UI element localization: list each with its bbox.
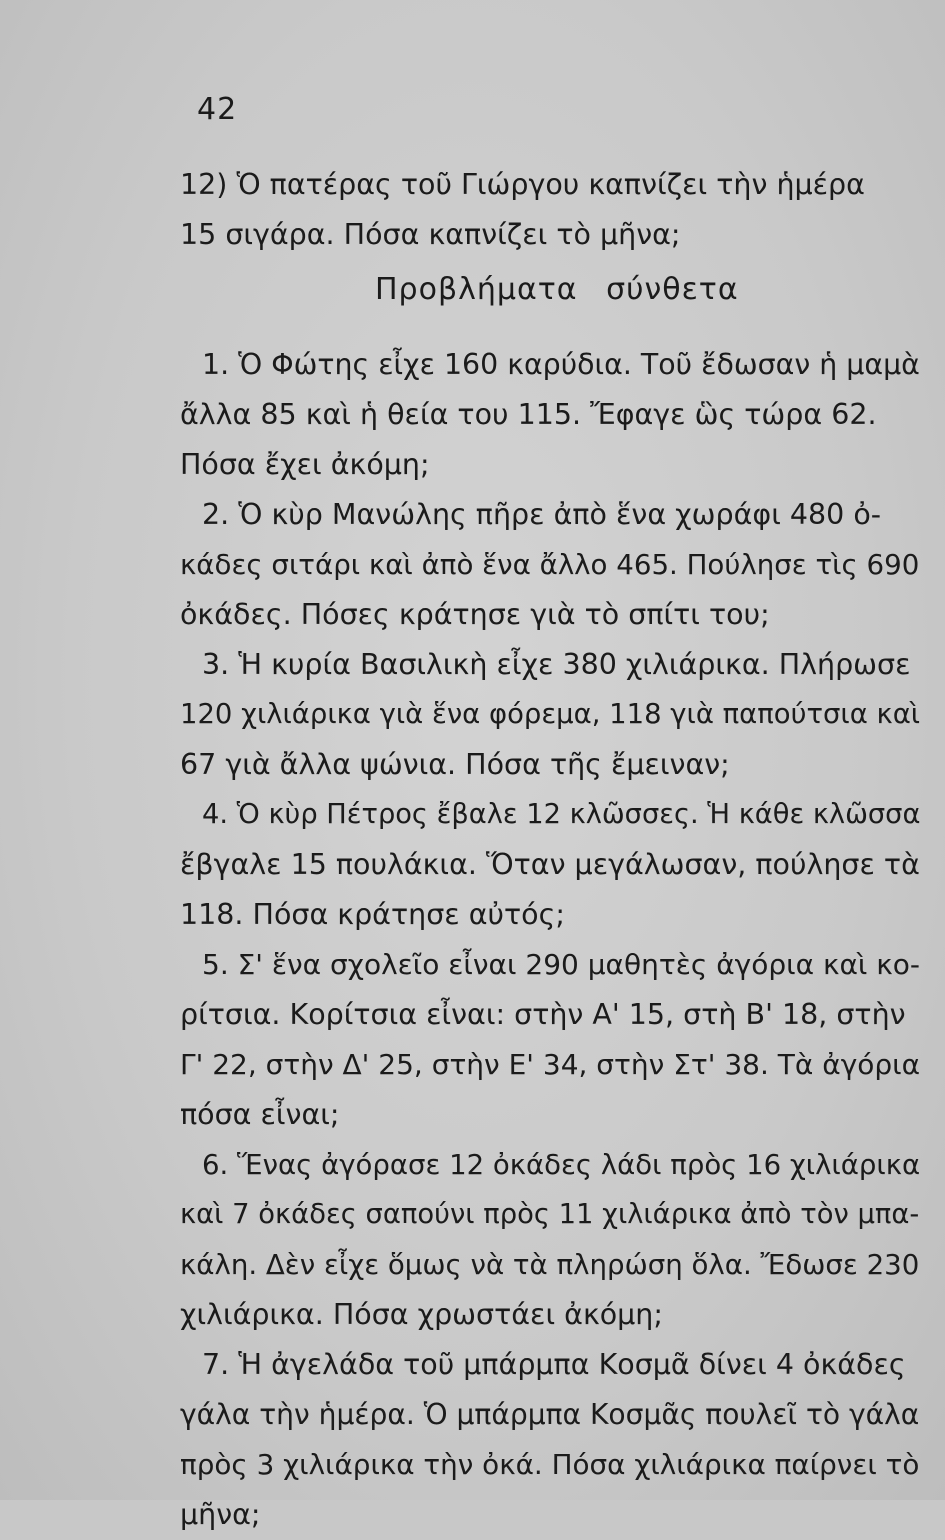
intro-problem bbox=[180, 160, 920, 260]
section-heading: Προβλήματα σύνθετα bbox=[375, 272, 739, 307]
problem-line: ρίτσια. Κορίτσια εἶναι: στὴν Α' 15, στὴ Β' 18, στὴν bbox=[180, 998, 906, 1031]
problem-line: γάλα τὴν ἡμέρα. Ὁ μπάρμπα Κοσμᾶς πουλεῖ τὸ γάλα bbox=[180, 1398, 920, 1431]
problem-line: καὶ 7 ὀκάδες σαπούνι πρὸς 11 χιλιάρικα ἀπὸ τὸν μπα- bbox=[180, 1199, 920, 1230]
problem-line: 3. Ἡ κυρία Βασιλικὴ εἶχε 380 χιλιάρικα. Πλήρωσε bbox=[202, 648, 911, 681]
problem-line: ἔβγαλε 15 πουλάκια. Ὅταν μεγάλωσαν, πούλησε τὰ bbox=[180, 848, 920, 881]
text-line: 15 σιγάρα. Πόσα καπνίζει τὸ μῆνα; bbox=[180, 218, 681, 251]
problem-line: Πόσα ἔχει ἀκόμη; bbox=[180, 448, 430, 481]
problem-line: κάλη. Δὲν εἶχε ὅμως νὰ τὰ πληρώση ὅλα. Ἔδωσε 230 bbox=[180, 1248, 920, 1281]
problem-line: Γ' 22, στὴν Δ' 25, στὴν Ε' 34, στὴν Στ' 38. Τὰ ἀγόρια bbox=[180, 1048, 921, 1081]
problem-line: ὀκάδες. Πόσες κράτησε γιὰ τὸ σπίτι του; bbox=[180, 598, 770, 631]
problem-line: 7. Ἡ ἀγελάδα τοῦ μπάρμπα Κοσμᾶ δίνει 4 ὀκάδες bbox=[202, 1348, 906, 1381]
problem-line: ἄλλα 85 καὶ ἡ θεία του 115. Ἔφαγε ὣς τώρα 62. bbox=[180, 398, 877, 431]
problem-line: πρὸς 3 χιλιάρικα τὴν ὀκά. Πόσα χιλιάρικα παίρνει τὸ bbox=[180, 1448, 920, 1481]
problem-line: 4. Ὁ κὺρ Πέτρος ἔβαλε 12 κλῶσσες. Ἡ κάθε κλῶσσα bbox=[202, 799, 921, 830]
problem-line: 67 γιὰ ἄλλα ψώνια. Πόσα τῆς ἔμειναν; bbox=[180, 748, 730, 781]
problems-list bbox=[180, 340, 920, 1540]
problem-line: 1. Ὁ Φώτης εἶχε 160 καρύδια. Τοῦ ἔδωσαν ἡ μαμὰ bbox=[202, 348, 920, 381]
page-number: 42 bbox=[197, 92, 238, 127]
problem-line: 118. Πόσα κράτησε αὐτός; bbox=[180, 898, 565, 931]
problem-line: κάδες σιτάρι καὶ ἀπὸ ἕνα ἄλλο 465. Πούλησε τὶς 690 bbox=[180, 548, 920, 581]
problem-line: 6. Ἕνας ἀγόρασε 12 ὀκάδες λάδι πρὸς 16 χιλιάρικα bbox=[202, 1149, 921, 1181]
problem-line: 2. Ὁ κὺρ Μανώλης πῆρε ἀπὸ ἕνα χωράφι 480 ὀ- bbox=[202, 498, 882, 531]
problem-line: μῆνα; bbox=[180, 1498, 261, 1531]
problem-line: 120 χιλιάρικα γιὰ ἕνα φόρεμα, 118 γιὰ παπούτσια καὶ bbox=[180, 699, 921, 730]
problem-line: χιλιάρικα. Πόσα χρωστάει ἀκόμη; bbox=[180, 1298, 663, 1331]
problem-line: πόσα εἶναι; bbox=[180, 1098, 340, 1131]
problem-line: 5. Σ' ἕνα σχολεῖο εἶναι 290 μαθητὲς ἀγόρια καὶ κο- bbox=[202, 948, 921, 981]
text-line: 12) Ὁ πατέρας τοῦ Γιώργου καπνίζει τὴν ἡμέρα bbox=[180, 168, 865, 201]
